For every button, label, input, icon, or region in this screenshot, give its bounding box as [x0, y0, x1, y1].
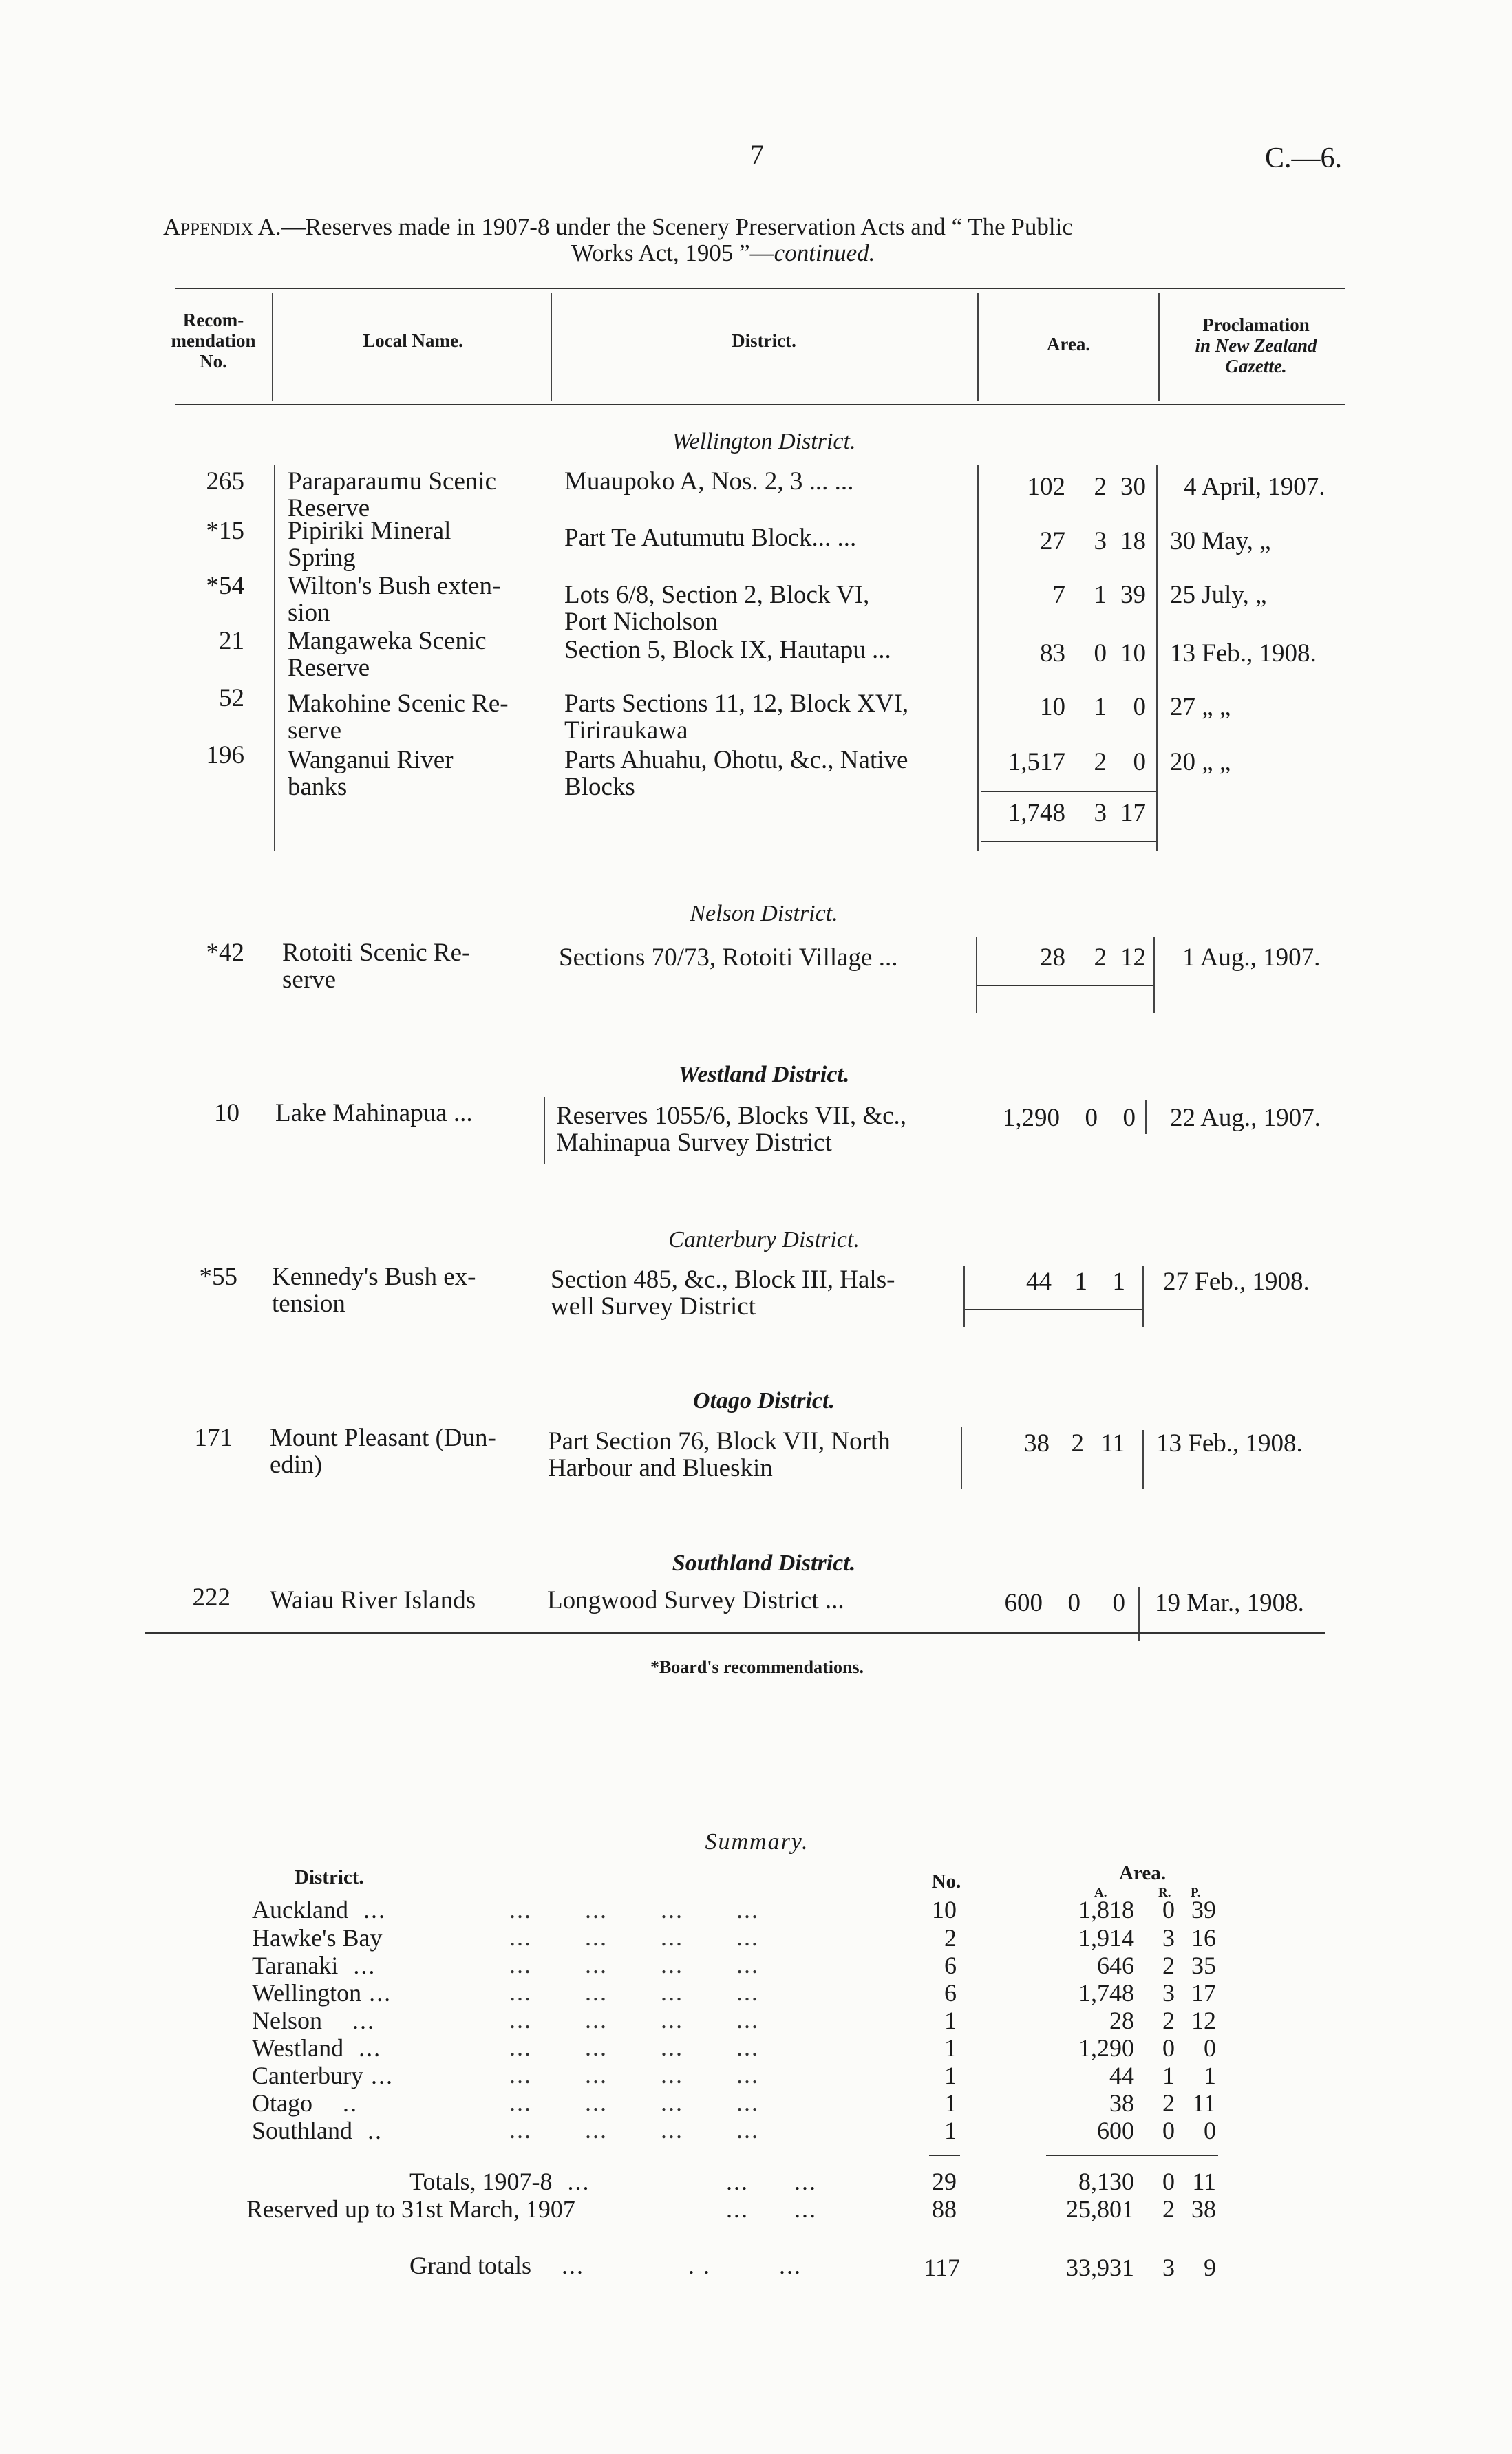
leader-dots: . . ...	[688, 2252, 802, 2279]
summary-roods: 3	[1162, 1979, 1175, 2007]
summary-row: Otago ..	[252, 2089, 358, 2117]
summary-perches: 16	[1191, 1924, 1216, 1952]
summary-roods: 3	[1162, 1924, 1175, 1952]
area-perches: 11	[1100, 1429, 1125, 1458]
summary-roods: 0	[1162, 2117, 1175, 2144]
gazette-date: 25 July, „	[1170, 581, 1267, 609]
grand-no: 117	[924, 2254, 960, 2281]
grand-perches: 9	[1204, 2254, 1216, 2281]
reserved-perches: 38	[1191, 2195, 1216, 2223]
header-district: District.	[732, 330, 796, 351]
district-description: Parts Sections 11, 12, Block XVI, Tiriraukawa	[564, 690, 909, 745]
summary-row: Hawke's Bay	[252, 1924, 383, 1952]
column-divider	[1145, 1100, 1147, 1134]
summary-perches: 12	[1191, 2007, 1216, 2034]
area-perches: 10	[1120, 639, 1146, 668]
area-acres: 600	[1004, 1589, 1043, 1617]
summary-row: Canterbury ...	[252, 2062, 394, 2089]
gazette-date: 27 „ „	[1170, 693, 1231, 721]
totals-no: 29	[932, 2168, 957, 2195]
district-description: Section 485, &c., Block III, Hals- well Survey District	[551, 1266, 895, 1321]
summary-district: Nelson	[252, 2007, 322, 2034]
summary-acres: 1,914	[1078, 1924, 1134, 1952]
subtotal-rule	[977, 985, 1153, 986]
summary-acres: 44	[1109, 2062, 1134, 2089]
summary-no: 6	[944, 1952, 957, 1979]
reserved-roods: 2	[1162, 2195, 1175, 2223]
summary-district: Auckland	[252, 1896, 348, 1923]
area-roods: 2	[1094, 473, 1107, 501]
summary-district: Canterbury	[252, 2062, 363, 2089]
area-perches: 1	[1112, 1268, 1125, 1296]
summary-perches: 39	[1191, 1896, 1216, 1923]
section-title: Westland District.	[678, 1062, 850, 1087]
area-acres: 1,517	[1008, 748, 1065, 776]
leader-dots: ... ...	[726, 2195, 817, 2223]
area-acres: 83	[1040, 639, 1065, 668]
header-divider	[551, 293, 552, 401]
document-code: C.—6.	[1265, 142, 1343, 174]
summary-district: Westland	[252, 2034, 344, 2062]
header-proclamation-line1: Proclamation	[1202, 314, 1310, 335]
subtotal-perches: 17	[1120, 799, 1146, 827]
subtotal-rule	[965, 1309, 1142, 1310]
reserved-label: Reserved up to 31st March, 1907	[246, 2195, 575, 2223]
rec-number: 265	[206, 467, 244, 495]
rec-number: 222	[192, 1583, 231, 1612]
section-title: Otago District.	[693, 1388, 835, 1413]
column-divider	[963, 1266, 965, 1327]
local-name: Wilton's Bush exten- sion	[288, 572, 501, 627]
header-local-name: Local Name.	[363, 330, 463, 351]
header-recommendation: Recom- mendation No.	[171, 310, 256, 372]
header-proclamation-line2: in New Zealand Gazette.	[1195, 335, 1317, 376]
subtotal-roods: 3	[1094, 799, 1107, 827]
summary-roods: 0	[1162, 2034, 1175, 2062]
column-divider	[274, 465, 275, 851]
gazette-date: 22 Aug., 1907.	[1170, 1104, 1321, 1132]
summary-roods: 1	[1162, 2062, 1175, 2089]
summary-roods: 0	[1162, 1896, 1175, 1923]
column-divider	[1156, 465, 1158, 851]
summary-rule	[1046, 2155, 1218, 2156]
summary-title: Summary.	[705, 1829, 809, 1855]
summary-no: 1	[944, 2034, 957, 2062]
area-perches: 0	[1133, 693, 1146, 721]
local-name: Waiau River Islands	[270, 1586, 476, 1614]
summary-no: 1	[944, 2007, 957, 2034]
district-description: Longwood Survey District ...	[547, 1586, 844, 1614]
area-roods: 2	[1071, 1429, 1084, 1458]
rec-number: *15	[206, 517, 244, 545]
column-divider	[976, 937, 977, 1013]
header-proclamation	[1167, 314, 1345, 376]
grand-roods: 3	[1162, 2254, 1175, 2281]
rec-number: *55	[199, 1263, 237, 1291]
reserved-acres: 25,801	[1066, 2195, 1134, 2223]
gazette-date: 1 Aug., 1907.	[1182, 943, 1321, 972]
rec-number: *54	[206, 572, 244, 600]
area-acres: 102	[1027, 473, 1065, 501]
area-acres: 1,290	[1002, 1104, 1060, 1132]
summary-roods: 2	[1162, 1952, 1175, 1979]
column-divider	[544, 1097, 545, 1164]
summary-acres: 646	[1097, 1952, 1134, 1979]
rec-number: 21	[219, 627, 244, 655]
subtotal-acres: 1,748	[1008, 799, 1065, 827]
summary-row: Wellington ...	[252, 1979, 392, 2007]
area-perches: 0	[1122, 1104, 1136, 1132]
gazette-date: 20 „ „	[1170, 748, 1231, 776]
rec-number: 10	[214, 1099, 239, 1127]
column-divider	[1142, 1430, 1144, 1489]
area-perches: 39	[1120, 581, 1146, 609]
summary-perches: 1	[1204, 2062, 1216, 2089]
area-roods: 2	[1094, 748, 1107, 776]
footnote: *Board's recommendations.	[650, 1657, 864, 1677]
summary-acres: 600	[1097, 2117, 1134, 2144]
grand-totals-label: Grand totals	[409, 2252, 531, 2279]
summary-row: Taranaki ...	[252, 1952, 376, 1979]
gazette-date: 30 May, „	[1170, 527, 1271, 555]
summary-rule	[929, 2155, 960, 2156]
summary-perches: 17	[1191, 1979, 1216, 2007]
summary-acres: 1,818	[1078, 1896, 1134, 1923]
column-divider	[961, 1427, 962, 1489]
local-name: Makohine Scenic Re- serve	[288, 690, 509, 745]
gazette-date: 4 April, 1907.	[1184, 473, 1325, 501]
rec-number: 171	[194, 1424, 233, 1452]
local-name: Kennedy's Bush ex- tension	[272, 1263, 476, 1318]
appendix-title-line2	[571, 239, 875, 267]
district-description: Parts Ahuahu, Ohotu, &c., Native Blocks	[564, 746, 908, 801]
summary-no: 1	[944, 2089, 957, 2117]
area-acres: 10	[1040, 693, 1065, 721]
area-roods: 2	[1094, 943, 1107, 972]
summary-perches: 35	[1191, 1952, 1216, 1979]
summary-perches: 0	[1204, 2117, 1216, 2144]
summary-perches: 11	[1192, 2089, 1216, 2117]
summary-perches: 0	[1204, 2034, 1216, 2062]
district-description: Section 5, Block IX, Hautapu ...	[564, 636, 891, 664]
local-name: Lake Mahinapua ...	[275, 1099, 473, 1127]
table-top-rule	[175, 288, 1345, 289]
area-roods: 1	[1094, 581, 1107, 609]
summary-header-area: Area.	[1119, 1862, 1166, 1884]
section-title: Southland District.	[672, 1550, 856, 1576]
area-acres: 7	[1052, 581, 1065, 609]
appendix-title-continued: continued.	[774, 239, 875, 266]
summary-header-no: No.	[931, 1870, 961, 1892]
district-description: Muaupoko A, Nos. 2, 3 ... ...	[564, 467, 854, 495]
summary-no: 2	[944, 1924, 957, 1952]
summary-row: Auckland ...	[252, 1896, 386, 1923]
column-divider	[977, 465, 979, 851]
summary-unit-acres: A.	[1094, 1886, 1107, 1900]
leader-dots: ... ... ... ... ... ... ... ... ... ... ... ... ... ... ... ... ... ... ... ... ... ... ... ... ... ... ... ... ... ... ... ... ... ... ... ...	[509, 1896, 759, 2144]
appendix-lead: Appendix A.	[163, 213, 281, 240]
totals-label: Totals, 1907-8	[409, 2168, 553, 2195]
appendix-title-text2: Works Act, 1905 ”—	[571, 239, 774, 266]
area-perches: 12	[1120, 943, 1146, 972]
area-roods: 0	[1067, 1589, 1080, 1617]
summary-header-district: District.	[295, 1866, 364, 1888]
section-title: Wellington District.	[672, 429, 856, 454]
area-acres: 28	[1040, 943, 1065, 972]
local-name: Pipiriki Mineral Spring	[288, 517, 451, 572]
summary-unit-roods: R.	[1158, 1886, 1171, 1900]
area-acres: 44	[1026, 1268, 1052, 1296]
column-divider	[1142, 1266, 1144, 1327]
area-roods: 1	[1094, 693, 1107, 721]
summary-district: Otago	[252, 2089, 312, 2117]
rec-number: *42	[206, 939, 244, 967]
summary-row: Nelson ...	[252, 2007, 375, 2034]
district-description: Lots 6/8, Section 2, Block VI, Port Nicholson	[564, 581, 870, 636]
district-description: Part Te Autumutu Block... ...	[564, 524, 857, 552]
local-name: Mangaweka Scenic Reserve	[288, 627, 487, 682]
summary-acres: 1,290	[1078, 2034, 1134, 2062]
area-roods: 0	[1094, 639, 1107, 668]
district-description: Sections 70/73, Rotoiti Village ...	[559, 943, 898, 972]
totals-roods: 0	[1162, 2168, 1175, 2195]
column-divider	[1153, 937, 1155, 1013]
gazette-date: 13 Feb., 1908.	[1170, 639, 1317, 668]
summary-no: 1	[944, 2062, 957, 2089]
area-perches: 18	[1120, 527, 1146, 555]
subtotal-rule	[981, 791, 1156, 792]
summary-no: 6	[944, 1979, 957, 2007]
summary-acres: 38	[1109, 2089, 1134, 2117]
summary-row: Southland ..	[252, 2117, 383, 2144]
rec-number: 52	[219, 684, 244, 712]
subtotal-rule	[981, 841, 1156, 842]
area-roods: 0	[1085, 1104, 1098, 1132]
area-perches: 0	[1112, 1589, 1125, 1617]
summary-acres: 1,748	[1078, 1979, 1134, 2007]
leader-dots: ... ...	[726, 2168, 817, 2195]
summary-roods: 2	[1162, 2089, 1175, 2117]
header-divider	[977, 293, 979, 401]
section-title: Nelson District.	[690, 901, 838, 926]
grand-acres: 33,931	[1066, 2254, 1134, 2281]
table-bottom-rule	[145, 1632, 1325, 1634]
area-acres: 38	[1024, 1429, 1050, 1458]
appendix-title-line1	[163, 213, 1073, 241]
header-area: Area.	[1046, 334, 1091, 354]
summary-row: Westland ...	[252, 2034, 382, 2062]
summary-acres: 28	[1109, 2007, 1134, 2034]
header-divider	[272, 293, 273, 401]
summary-no: 10	[932, 1896, 957, 1923]
grand-totals-row: Grand totals ...	[409, 2252, 584, 2279]
gazette-date: 13 Feb., 1908.	[1156, 1429, 1303, 1458]
local-name: Wanganui River banks	[288, 746, 454, 801]
summary-roods: 2	[1162, 2007, 1175, 2034]
area-roods: 3	[1094, 527, 1107, 555]
area-roods: 1	[1074, 1268, 1087, 1296]
table-header-rule	[175, 404, 1345, 405]
appendix-title-text: —Reserves made in 1907-8 under the Scenery Preservation Acts and “ The Public	[281, 213, 1073, 240]
local-name: Paraparaumu Scenic Reserve	[288, 467, 497, 522]
reserved-no: 88	[932, 2195, 957, 2223]
area-perches: 30	[1120, 473, 1146, 501]
summary-no: 1	[944, 2117, 957, 2144]
totals-acres: 8,130	[1078, 2168, 1134, 2195]
gazette-date: 19 Mar., 1908.	[1155, 1589, 1304, 1617]
local-name: Rotoiti Scenic Re- serve	[282, 939, 471, 994]
district-description: Reserves 1055/6, Blocks VII, &c., Mahinapua Survey District	[556, 1102, 907, 1157]
rec-number: 196	[206, 741, 244, 769]
section-title: Canterbury District.	[668, 1227, 860, 1252]
header-divider	[1158, 293, 1160, 401]
gazette-date: 27 Feb., 1908.	[1163, 1268, 1310, 1296]
summary-district: Southland	[252, 2117, 353, 2144]
page-number: 7	[750, 139, 764, 170]
summary-district: Taranaki	[252, 1952, 339, 1979]
summary-district: Wellington	[252, 1979, 362, 2007]
totals-row: Totals, 1907-8 ...	[409, 2168, 590, 2195]
summary-unit-perches: P.	[1191, 1886, 1201, 1900]
area-acres: 27	[1040, 527, 1065, 555]
local-name: Mount Pleasant (Dun- edin)	[270, 1424, 496, 1479]
area-perches: 0	[1133, 748, 1146, 776]
district-description: Part Section 76, Block VII, North Harbour and Blueskin	[548, 1427, 891, 1482]
totals-perches: 11	[1192, 2168, 1216, 2195]
